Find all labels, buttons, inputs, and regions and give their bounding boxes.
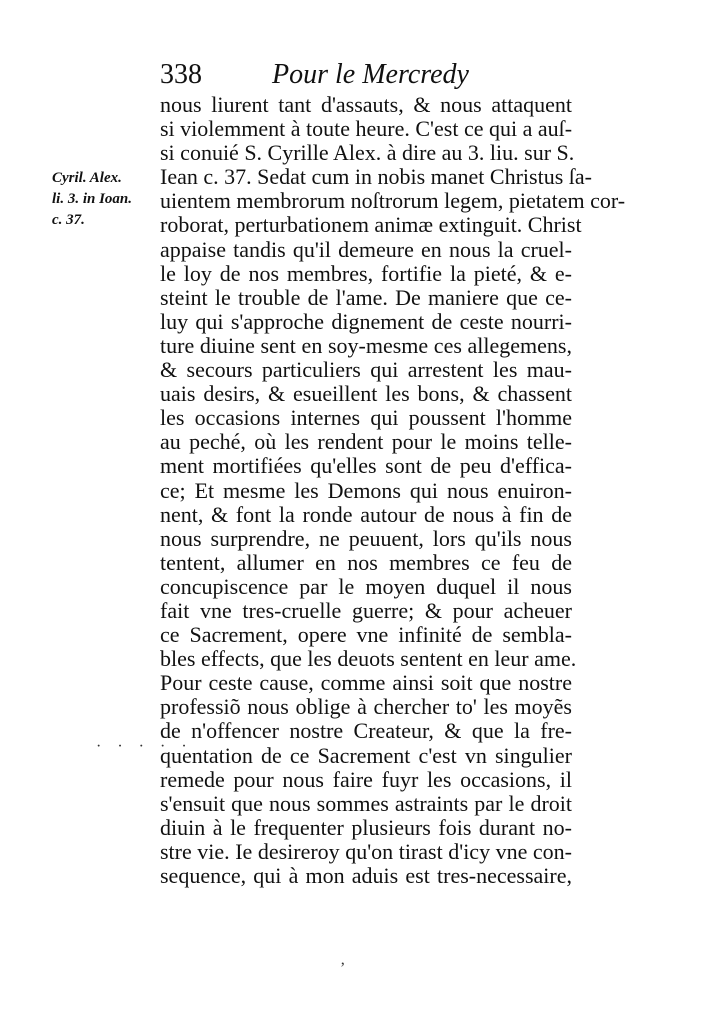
text-line: tentent, allumer en nos membres ce feu de: [160, 549, 572, 575]
marginal-note-line: Cyril. Alex.: [52, 170, 122, 186]
page-header: [160, 58, 580, 92]
text-line: si violemment à toute heure. C'est ce qui a auſ-: [160, 116, 573, 142]
text-line: sequence, qui à mon aduis est tres-necessaire,: [160, 863, 572, 888]
text-line: steint le trouble de l'ame. De maniere que ce-: [160, 284, 572, 310]
marginal-note-line: c. 37.: [52, 212, 85, 228]
text-line: le loy de nos membres, fortifie la pieté, & e-: [160, 260, 572, 286]
text-line: bles effects, que les deuots sentent en leur ame.: [160, 646, 577, 672]
text-line: nent, & font la ronde autour de nous à fin de: [160, 501, 572, 527]
text-line: concupiscence par le moyen duquel il nous: [160, 573, 572, 599]
text-line: nous liurent tant d'assauts, & nous attaquent: [160, 92, 572, 117]
stray-mark: ʼ: [340, 960, 346, 977]
marginal-note: [52, 168, 152, 231]
text-line: ment mortifiées qu'elles sont de peu d'effica-: [160, 453, 572, 479]
text-line: appaise tandis qu'il demeure en nous la cruel-: [160, 236, 572, 262]
text-line: fait vne tres-cruelle guerre; & pour acheuer: [160, 597, 572, 623]
marginal-note-line: li. 3. in Ioan.: [52, 191, 133, 207]
text-line: si conuié S. Cyrille Alex. à dire au 3. liu. sur S.: [160, 140, 575, 166]
text-line: remede pour nous faire fuyr les occasions, il: [160, 766, 572, 792]
text-line: luy qui s'approche dignement de ceste nourri-: [160, 308, 572, 334]
text-line: uais desirs, & esueillent les bons, & chassent: [160, 381, 572, 407]
text-line: diuin à le frequenter plusieurs fois durant no-: [160, 814, 572, 840]
text-line: & secours particuliers qui arrestent les mau-: [160, 357, 572, 383]
text-line: ce Sacrement, opere vne infinité de sembla-: [160, 622, 572, 648]
running-title: Pour le Mercredy: [272, 59, 469, 90]
text-line: ce; Et mesme les Demons qui nous enuiron-: [160, 477, 572, 503]
text-line: nous surprendre, ne peuuent, lors qu'ils nous: [160, 525, 572, 551]
text-line: s'ensuit que nous sommes astraints par le droit: [160, 790, 572, 816]
text-line: les occasions internes qui poussent l'homme: [160, 405, 572, 431]
text-line: quentation de ce Sacrement c'est vn singulier: [160, 742, 572, 768]
text-line: Iean c. 37. Sedat cum in nobis manet Christus ſa-: [160, 164, 592, 190]
text-line: uientem membrorum noſtrorum legem, pietatem cor-: [160, 188, 626, 214]
text-line: professiõ nous oblige à chercher to' les moyẽs: [160, 694, 572, 720]
text-line: Pour ceste cause, comme ainsi soit que nostre: [160, 670, 572, 696]
text-line: roborat, perturbationem animæ extinguit. Christ: [160, 212, 582, 238]
page-number: 338: [160, 59, 202, 90]
text-line: ture diuine sent en soy-mesme ces allegemens,: [160, 332, 572, 358]
body-text: [160, 92, 626, 888]
text-line: stre vie. Ie desireroy qu'on tirast d'icy vne con-: [160, 838, 572, 864]
text-line: au peché, où les rendent pour le moins telle-: [160, 429, 572, 455]
text-line: de n'offencer nostre Createur, & que la fre-: [160, 718, 572, 744]
margin-dots: · · · · ·: [96, 738, 193, 755]
